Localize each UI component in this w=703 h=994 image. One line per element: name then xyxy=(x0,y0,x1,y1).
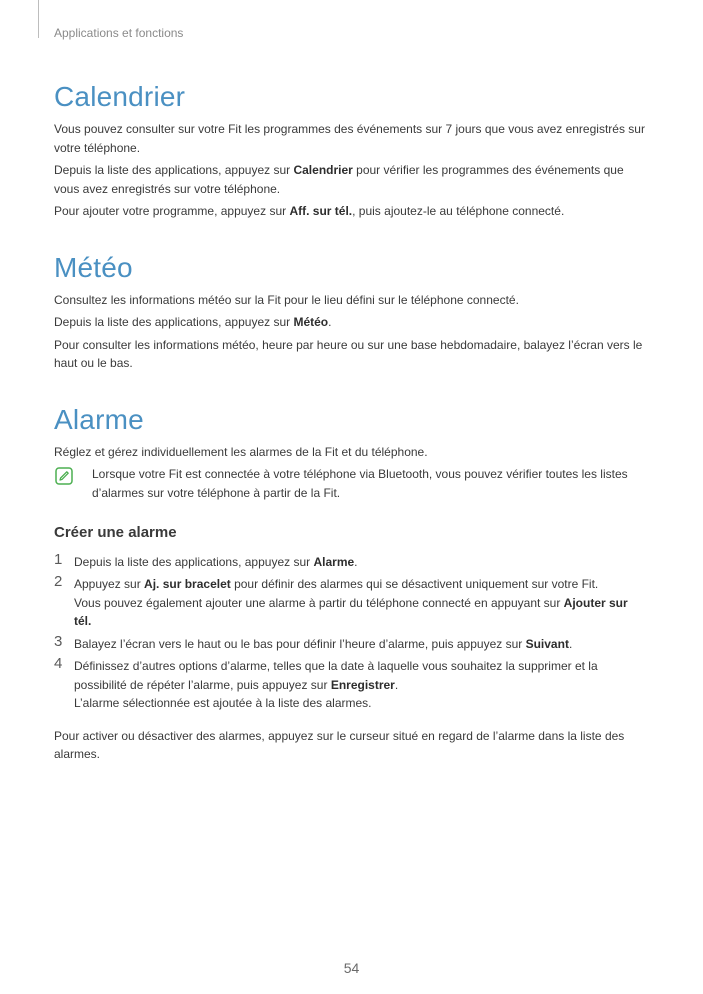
calendar-app-name: Calendrier xyxy=(293,163,353,177)
step-keyword: Enregistrer xyxy=(330,677,395,692)
weather-paragraph-3: Pour consulter les informations météo, heure par heure ou sur une base hebdomadaire, balayez l’écran vers le haut ou le bas. xyxy=(54,337,643,370)
calendar-paragraph-3: Pour ajouter votre programme, appuyez sur Aff. sur tél., puis ajoutez-le au téléphone connecté. xyxy=(54,204,565,218)
create-alarm-subtitle: Créer une alarme xyxy=(54,524,177,541)
step-keyword: Aj. sur bracelet xyxy=(144,577,231,591)
alarm-closing-paragraph: Pour activer ou désactiver des alarmes, appuyez sur le curseur situé en regard de l’alarme dans la liste des alarmes. xyxy=(54,728,625,761)
weather-app-name: Météo xyxy=(293,315,329,329)
step-keyword: Alarme xyxy=(313,554,355,569)
calendar-section xyxy=(54,78,648,221)
step-keyword: Ajouter sur tél. xyxy=(74,595,628,628)
alarm-paragraph-1: Réglez et gérez individuellement les alarmes de la Fit et du téléphone. xyxy=(54,444,428,459)
weather-paragraph-1: Consultez les informations météo sur la Fit pour le lieu défini sur le téléphone connecté. xyxy=(54,292,519,307)
calendar-title: Calendrier xyxy=(54,81,186,112)
step-item: 3 Balayez l’écran vers le haut ou le bas pour définir l’heure d’alarme, puis appuyez sur Suivant. xyxy=(54,632,573,651)
step-number: 1 xyxy=(54,550,63,568)
calendar-paragraph-1: Vous pouvez consulter sur votre Fit les programmes des événements sur 7 jours que vous avez enregistrés sur votre téléphone. xyxy=(54,122,645,155)
step-number: 4 xyxy=(54,655,63,672)
step-item: 2 Appuyez sur Aj. sur bracelet pour définir des alarmes qui se désactivent uniquement sur votre Fit. Vous pouvez également ajouter une alarme à partir du téléphone connecté en appuyant sur Ajouter sur tél. xyxy=(54,573,628,628)
section-header: Applications et fonctions xyxy=(54,26,184,40)
weather-title: Météo xyxy=(54,251,133,283)
step-number: 2 xyxy=(54,573,63,590)
alarm-title: Alarme xyxy=(54,403,144,435)
note-icon xyxy=(55,467,73,485)
step-item: 4 Définissez d’autres options d’alarme, telles que la date à laquelle vous souhaitez la supprimer et la possibilité de répéter l’alarme, puis appuyez sur Enregistrer. L’alarme sélectionnée est ajoutée à la liste des alarmes. xyxy=(54,655,598,710)
step-number: 3 xyxy=(54,632,63,650)
step-keyword: Suivant xyxy=(525,636,569,651)
show-on-phone-label: Aff. sur tél. xyxy=(289,204,353,218)
header-divider xyxy=(38,0,39,38)
note-text: Lorsque votre Fit est connectée à votre téléphone via Bluetooth, vous pouvez vérifier toutes les listes d’alarmes sur votre téléphone à partir de la Fit. xyxy=(92,467,628,500)
alarm-section xyxy=(54,401,648,764)
weather-paragraph-2: Depuis la liste des applications, appuyez sur Météo. xyxy=(54,315,332,329)
page-content xyxy=(54,78,648,792)
calendar-paragraph-2: Depuis la liste des applications, appuyez sur Calendrier pour vérifier les programmes des événements que vous avez enregistrés sur votre téléphone. xyxy=(54,163,624,196)
weather-section xyxy=(54,249,648,373)
note-block xyxy=(54,465,648,502)
page-number: 54 xyxy=(343,960,360,976)
step-item: 1 Depuis la liste des applications, appuyez sur Alarme. xyxy=(54,550,358,569)
